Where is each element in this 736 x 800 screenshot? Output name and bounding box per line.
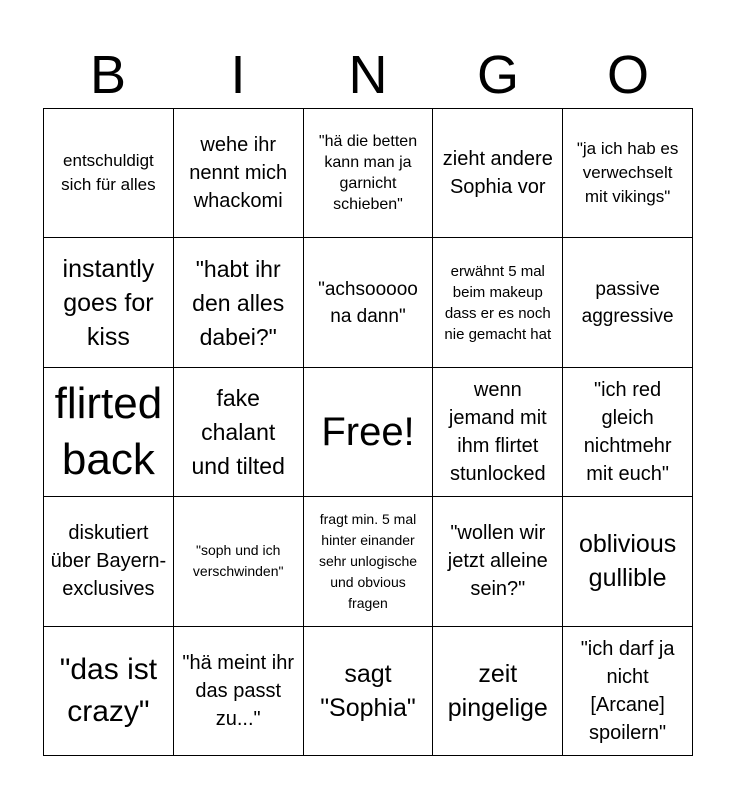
cell-text: "hä meint ihr das passt zu..." xyxy=(182,651,294,730)
bingo-cell-r2-c3[interactable] xyxy=(304,238,434,367)
bingo-cell-r3-c1[interactable] xyxy=(44,368,174,497)
free-space-cell[interactable] xyxy=(304,368,434,497)
cell-text: "wollen wir jetzt alleine sein?" xyxy=(447,522,548,601)
cell-text: fake chalant und tilted xyxy=(191,384,285,479)
cell-text: sagt "Sophia" xyxy=(320,659,416,722)
cell-text: "achsooooo na dann" xyxy=(318,278,418,327)
cell-text: erwähnt 5 mal beim makeup dass er es noch nie gemacht hat xyxy=(444,262,552,343)
header-letter-g: G xyxy=(476,45,519,105)
bingo-cell-r2-c4[interactable] xyxy=(433,238,563,367)
bingo-cell-r1-c3[interactable] xyxy=(304,109,434,238)
header-letter-i: I xyxy=(230,45,246,105)
bingo-cell-r2-c5[interactable] xyxy=(563,238,693,367)
bingo-cell-r4-c2[interactable] xyxy=(174,497,304,626)
bingo-cell-r5-c1[interactable] xyxy=(44,627,174,756)
bingo-cell-r5-c4[interactable] xyxy=(433,627,563,756)
cell-text: "ich red gleich nichtmehr mit euch" xyxy=(583,378,672,485)
bingo-cell-r3-c5[interactable] xyxy=(563,368,693,497)
bingo-cell-r4-c4[interactable] xyxy=(433,497,563,626)
bingo-cell-r4-c5[interactable] xyxy=(563,497,693,626)
bingo-cell-r2-c2[interactable] xyxy=(174,238,304,367)
cell-text: oblivious gullible xyxy=(578,530,677,593)
cell-text: instantly goes for kiss xyxy=(62,254,155,351)
bingo-cell-r1-c1[interactable] xyxy=(44,109,174,238)
bingo-cell-r5-c3[interactable] xyxy=(304,627,434,756)
header-letter-n: N xyxy=(348,45,388,105)
bingo-cell-r4-c1[interactable] xyxy=(44,497,174,626)
cell-text: diskutiert über Bayern-exclusives xyxy=(50,522,167,601)
cell-text: "habt ihr den alles dabei?" xyxy=(192,255,285,350)
cell-text: fragt min. 5 mal hinter einander sehr unlogische und obvious fragen xyxy=(318,510,418,611)
bingo-cell-r4-c3[interactable] xyxy=(304,497,434,626)
cell-text: zieht andere Sophia vor xyxy=(442,148,553,199)
cell-text: "hä die betten kann man ja garnicht schieben" xyxy=(318,133,418,214)
bingo-board xyxy=(43,108,693,756)
bingo-cell-r1-c4[interactable] xyxy=(433,109,563,238)
cell-text: passive aggressive xyxy=(581,278,674,327)
cell-text: "ich darf ja nicht [Arcane] spoilern" xyxy=(580,637,675,744)
bingo-cell-r2-c1[interactable] xyxy=(44,238,174,367)
header-letter-o: O xyxy=(606,45,649,105)
header-letter-b: B xyxy=(89,45,127,105)
cell-text: entschuldigt sich für alles xyxy=(61,151,156,195)
bingo-cell-r3-c2[interactable] xyxy=(174,368,304,497)
cell-text: flirted back xyxy=(54,378,163,484)
bingo-cell-r5-c2[interactable] xyxy=(174,627,304,756)
bingo-header xyxy=(43,42,693,108)
cell-text: wehe ihr nennt mich whackomi xyxy=(189,134,288,213)
cell-text: wenn jemand mit ihm flirtet stunlocked xyxy=(448,378,547,485)
bingo-cell-r1-c2[interactable] xyxy=(174,109,304,238)
bingo-cell-r1-c5[interactable] xyxy=(563,109,693,238)
cell-text: "soph und ich verschwinden" xyxy=(192,542,284,580)
cell-text: zeit pingelige xyxy=(447,659,548,722)
cell-text: "ja ich hab es verwechselt mit vikings" xyxy=(576,139,679,207)
bingo-cell-r3-c4[interactable] xyxy=(433,368,563,497)
bingo-cell-r5-c5[interactable] xyxy=(563,627,693,756)
free-space-text: Free! xyxy=(321,409,415,454)
cell-text: "das ist crazy" xyxy=(59,652,158,728)
